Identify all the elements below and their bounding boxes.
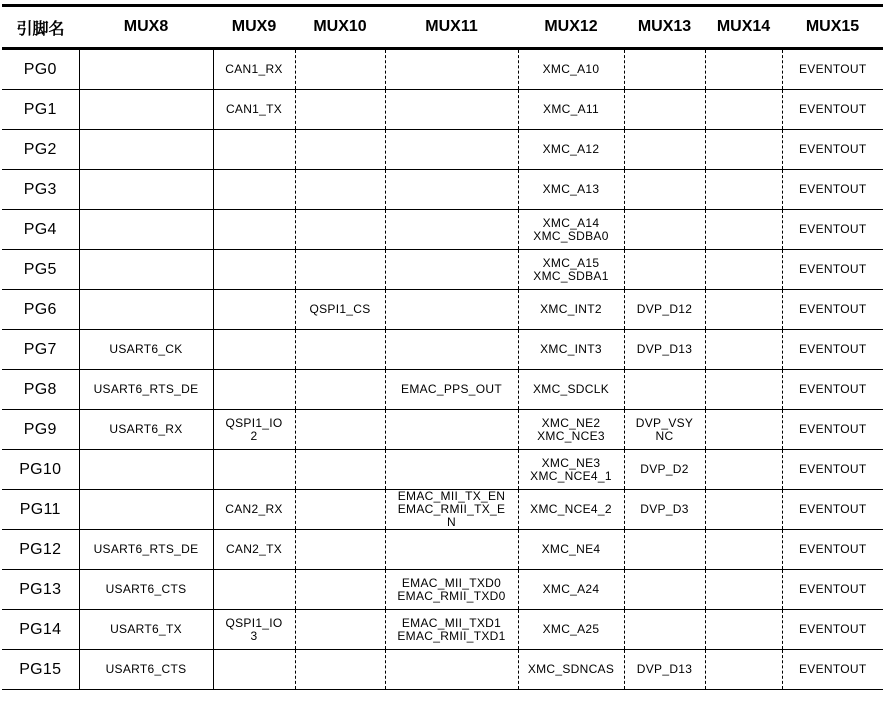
cell-mux15: EVENTOUT (782, 170, 883, 210)
cell-mux9: CAN1_RX (213, 49, 295, 90)
cell-mux9 (213, 330, 295, 370)
cell-mux9: QSPI1_IO 3 (213, 610, 295, 650)
header-pin-name: 引脚名 (2, 6, 79, 49)
cell-mux13 (624, 90, 705, 130)
header-mux8: MUX8 (79, 6, 213, 49)
cell-mux12: XMC_A10 (518, 49, 624, 90)
cell-mux9 (213, 170, 295, 210)
cell-mux14 (705, 650, 782, 690)
cell-mux8: USART6_CTS (79, 650, 213, 690)
cell-mux12: XMC_NCE4_2 (518, 490, 624, 530)
cell-mux14 (705, 210, 782, 250)
cell-mux14 (705, 410, 782, 450)
cell-mux12: XMC_A14 XMC_SDBA0 (518, 210, 624, 250)
cell-mux12: XMC_SDCLK (518, 370, 624, 410)
cell-mux13: DVP_D12 (624, 290, 705, 330)
cell-pin-name: PG11 (2, 490, 79, 530)
cell-mux14 (705, 530, 782, 570)
cell-mux11 (385, 90, 518, 130)
cell-mux10 (295, 610, 385, 650)
cell-mux9 (213, 650, 295, 690)
cell-mux12: XMC_NE4 (518, 530, 624, 570)
cell-mux8 (79, 290, 213, 330)
cell-mux11 (385, 49, 518, 90)
cell-mux13 (624, 610, 705, 650)
cell-mux13 (624, 130, 705, 170)
cell-mux9 (213, 290, 295, 330)
cell-pin-name: PG4 (2, 210, 79, 250)
cell-mux11 (385, 210, 518, 250)
cell-mux10 (295, 650, 385, 690)
cell-mux9 (213, 450, 295, 490)
cell-mux14 (705, 130, 782, 170)
table-row (2, 90, 883, 130)
cell-mux13 (624, 370, 705, 410)
cell-mux8: USART6_CK (79, 330, 213, 370)
cell-mux10 (295, 250, 385, 290)
cell-mux14 (705, 250, 782, 290)
cell-mux15: EVENTOUT (782, 410, 883, 450)
cell-pin-name: PG7 (2, 330, 79, 370)
cell-pin-name: PG1 (2, 90, 79, 130)
cell-pin-name: PG13 (2, 570, 79, 610)
cell-mux10 (295, 210, 385, 250)
cell-mux12: XMC_NE2 XMC_NCE3 (518, 410, 624, 450)
cell-mux9 (213, 570, 295, 610)
cell-mux12: XMC_NE3 XMC_NCE4_1 (518, 450, 624, 490)
cell-mux10 (295, 49, 385, 90)
cell-mux11: EMAC_PPS_OUT (385, 370, 518, 410)
cell-pin-name: PG3 (2, 170, 79, 210)
cell-mux15: EVENTOUT (782, 130, 883, 170)
cell-mux10 (295, 450, 385, 490)
cell-mux11 (385, 530, 518, 570)
cell-mux11 (385, 290, 518, 330)
header-mux13: MUX13 (624, 6, 705, 49)
cell-mux11 (385, 650, 518, 690)
cell-mux12: XMC_A24 (518, 570, 624, 610)
cell-mux11 (385, 250, 518, 290)
cell-mux9 (213, 130, 295, 170)
table-row (2, 610, 883, 650)
cell-mux8 (79, 210, 213, 250)
cell-pin-name: PG15 (2, 650, 79, 690)
cell-mux10 (295, 330, 385, 370)
cell-pin-name: PG10 (2, 450, 79, 490)
cell-mux11: EMAC_MII_TXD0 EMAC_RMII_TXD0 (385, 570, 518, 610)
table-body (2, 49, 883, 690)
cell-mux8 (79, 490, 213, 530)
table-row (2, 530, 883, 570)
cell-mux15: EVENTOUT (782, 530, 883, 570)
cell-pin-name: PG5 (2, 250, 79, 290)
header-mux12: MUX12 (518, 6, 624, 49)
cell-mux12: XMC_SDNCAS (518, 650, 624, 690)
cell-mux14 (705, 290, 782, 330)
header-mux10: MUX10 (295, 6, 385, 49)
cell-mux11 (385, 330, 518, 370)
cell-mux9: QSPI1_IO 2 (213, 410, 295, 450)
cell-mux10 (295, 90, 385, 130)
cell-mux12: XMC_A13 (518, 170, 624, 210)
cell-mux10: QSPI1_CS (295, 290, 385, 330)
table-row (2, 250, 883, 290)
cell-mux15: EVENTOUT (782, 490, 883, 530)
cell-mux8 (79, 49, 213, 90)
cell-mux10 (295, 410, 385, 450)
cell-mux10 (295, 490, 385, 530)
table-row (2, 170, 883, 210)
cell-mux14 (705, 490, 782, 530)
cell-mux8 (79, 170, 213, 210)
cell-mux9 (213, 210, 295, 250)
cell-mux15: EVENTOUT (782, 450, 883, 490)
cell-mux13: DVP_VSY NC (624, 410, 705, 450)
cell-mux9: CAN1_TX (213, 90, 295, 130)
cell-mux13: DVP_D13 (624, 330, 705, 370)
table-row (2, 290, 883, 330)
cell-mux11 (385, 170, 518, 210)
cell-mux11 (385, 450, 518, 490)
cell-pin-name: PG2 (2, 130, 79, 170)
cell-mux10 (295, 170, 385, 210)
cell-mux11 (385, 130, 518, 170)
cell-mux15: EVENTOUT (782, 610, 883, 650)
cell-pin-name: PG14 (2, 610, 79, 650)
cell-mux14 (705, 330, 782, 370)
cell-mux13 (624, 530, 705, 570)
cell-mux8 (79, 250, 213, 290)
pin-mux-table (2, 4, 883, 690)
cell-mux10 (295, 130, 385, 170)
cell-mux12: XMC_INT2 (518, 290, 624, 330)
cell-mux13: DVP_D2 (624, 450, 705, 490)
cell-mux10 (295, 370, 385, 410)
cell-mux12: XMC_A25 (518, 610, 624, 650)
cell-mux15: EVENTOUT (782, 570, 883, 610)
header-mux14: MUX14 (705, 6, 782, 49)
cell-mux15: EVENTOUT (782, 90, 883, 130)
cell-mux15: EVENTOUT (782, 210, 883, 250)
cell-mux14 (705, 570, 782, 610)
cell-pin-name: PG12 (2, 530, 79, 570)
cell-mux8: USART6_CTS (79, 570, 213, 610)
cell-mux9: CAN2_RX (213, 490, 295, 530)
cell-mux8: USART6_RTS_DE (79, 530, 213, 570)
cell-mux13 (624, 210, 705, 250)
cell-mux13: DVP_D13 (624, 650, 705, 690)
cell-mux12: XMC_A15 XMC_SDBA1 (518, 250, 624, 290)
cell-mux15: EVENTOUT (782, 370, 883, 410)
cell-mux12: XMC_INT3 (518, 330, 624, 370)
cell-mux15: EVENTOUT (782, 250, 883, 290)
cell-mux11: EMAC_MII_TX_EN EMAC_RMII_TX_E N (385, 490, 518, 530)
table-row (2, 650, 883, 690)
cell-mux9 (213, 370, 295, 410)
cell-mux14 (705, 610, 782, 650)
header-mux9: MUX9 (213, 6, 295, 49)
cell-pin-name: PG0 (2, 49, 79, 90)
cell-mux10 (295, 530, 385, 570)
header-mux11: MUX11 (385, 6, 518, 49)
table-row (2, 410, 883, 450)
table-row (2, 490, 883, 530)
cell-mux8 (79, 450, 213, 490)
cell-mux8: USART6_TX (79, 610, 213, 650)
cell-mux11: EMAC_MII_TXD1 EMAC_RMII_TXD1 (385, 610, 518, 650)
cell-mux13 (624, 170, 705, 210)
table-row (2, 49, 883, 90)
cell-mux15: EVENTOUT (782, 49, 883, 90)
cell-pin-name: PG8 (2, 370, 79, 410)
cell-mux13: DVP_D3 (624, 490, 705, 530)
cell-mux9: CAN2_TX (213, 530, 295, 570)
table-row (2, 130, 883, 170)
cell-pin-name: PG9 (2, 410, 79, 450)
cell-pin-name: PG6 (2, 290, 79, 330)
cell-mux15: EVENTOUT (782, 330, 883, 370)
cell-mux8: USART6_RTS_DE (79, 370, 213, 410)
cell-mux14 (705, 90, 782, 130)
table-row (2, 370, 883, 410)
header-mux15: MUX15 (782, 6, 883, 49)
cell-mux14 (705, 450, 782, 490)
cell-mux9 (213, 250, 295, 290)
cell-mux8: USART6_RX (79, 410, 213, 450)
cell-mux10 (295, 570, 385, 610)
cell-mux13 (624, 570, 705, 610)
table-row (2, 570, 883, 610)
cell-mux13 (624, 250, 705, 290)
table-row (2, 450, 883, 490)
table-row (2, 210, 883, 250)
table-row (2, 330, 883, 370)
cell-mux14 (705, 370, 782, 410)
header-row (2, 6, 883, 49)
cell-mux15: EVENTOUT (782, 290, 883, 330)
cell-mux14 (705, 170, 782, 210)
cell-mux8 (79, 130, 213, 170)
cell-mux12: XMC_A11 (518, 90, 624, 130)
cell-mux8 (79, 90, 213, 130)
cell-mux13 (624, 49, 705, 90)
cell-mux14 (705, 49, 782, 90)
cell-mux12: XMC_A12 (518, 130, 624, 170)
cell-mux11 (385, 410, 518, 450)
cell-mux15: EVENTOUT (782, 650, 883, 690)
